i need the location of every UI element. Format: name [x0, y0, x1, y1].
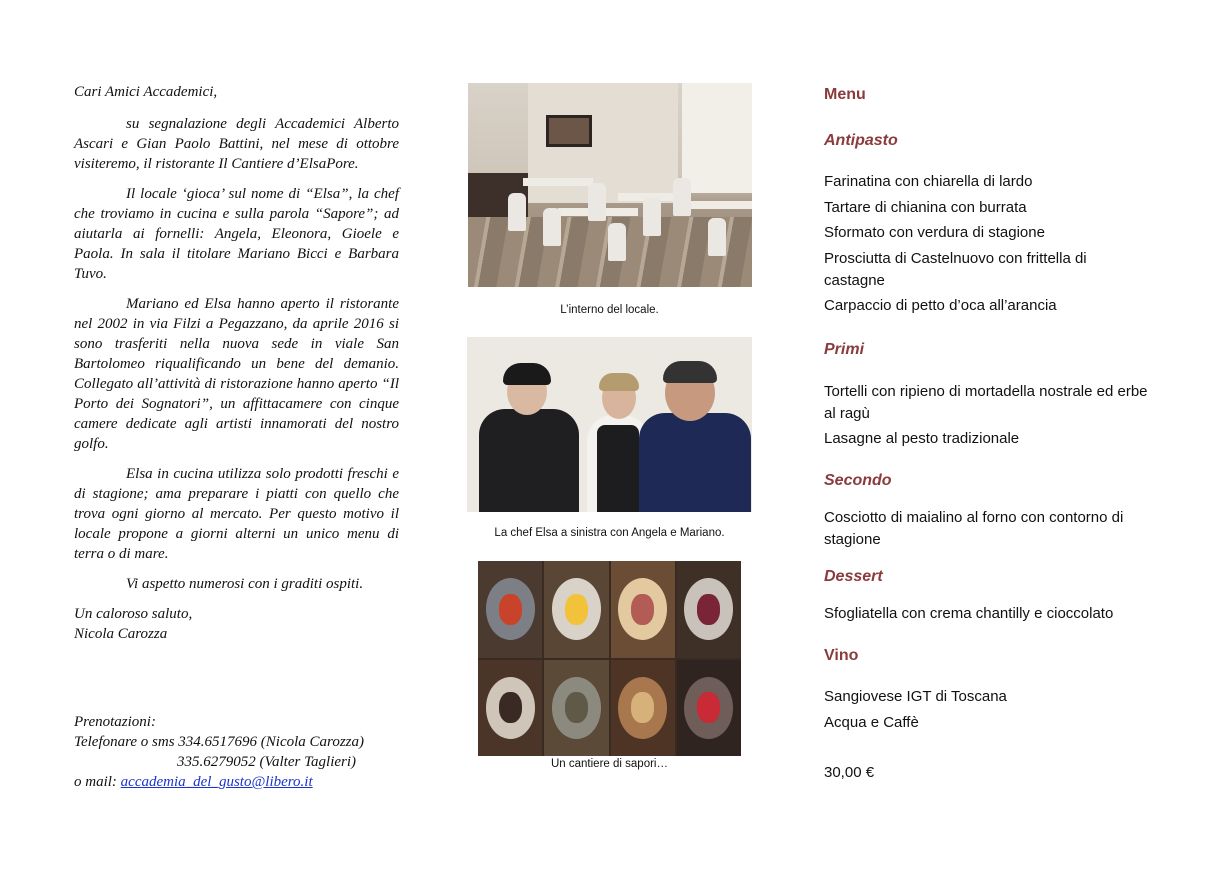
menu-title: Menu [824, 86, 866, 103]
letter-paragraph: su segnalazione degli Accademici Alberto Ascari e Gian Paolo Battini, nel mese di ottobre visiteremo, il ristorante Il Cantiere d’ElsaPore. [74, 116, 399, 172]
menu-price: 30,00 € [824, 764, 875, 781]
letter-signature: Nicola Carozza [74, 626, 168, 642]
dish-photo [677, 561, 741, 658]
section-primi: Primi [824, 341, 865, 358]
letter-signoff: Un caloroso saluto, [74, 606, 193, 622]
mail-prefix: o mail: [74, 774, 121, 790]
menu-item: Lasagne al pesto tradizionale [824, 430, 1020, 447]
section-dessert: Dessert [824, 568, 883, 585]
people-caption: La chef Elsa a sinistra con Angela e Mariano. [494, 527, 725, 539]
menu-item: Farinatina con chiarella di lardo [824, 173, 1033, 190]
bookings-block [74, 712, 404, 792]
interior-caption: L’interno del locale. [560, 304, 659, 316]
food-collage [478, 561, 741, 756]
dish-photo [611, 660, 675, 757]
dish-photo [544, 561, 608, 658]
people-photo [467, 337, 752, 512]
menu-item: Tartare di chianina con burrata [824, 199, 1027, 216]
letter-paragraph: Vi aspetto numerosi con i graditi ospiti. [126, 576, 364, 592]
section-secondo: Secondo [824, 472, 892, 489]
letter-paragraph: Elsa in cucina utilizza solo prodotti freschi e di stagione; ama preparare i piatti con quello che trova ogni giorno al mercato. Per questo motivo il locale propone a giorni alterni un unico menu di terra o di mare. [74, 466, 399, 562]
dish-photo [478, 561, 542, 658]
menu-item: Acqua e Caffè [824, 714, 919, 731]
letter-paragraph: Mariano ed Elsa hanno aperto il ristorante nel 2002 in via Filzi a Pegazzano, da aprile 2016 si sono trasferiti nella nuova sede in viale San Bartolomeo riqualificando un bene del demanio. Collegato all’attività di ristorazione hanno aperto “Il Porto dei Sognatori”, un affittacamere con cinque camere dedicate agli artisti innamorati del nostro golfo. [74, 296, 399, 452]
menu-item: Tortelli con ripieno di mortadella nostrale ed erbe al ragù [824, 383, 1148, 422]
dish-photo [611, 561, 675, 658]
bookings-phone-1: Telefonare o sms 334.6517696 (Nicola Carozza) [74, 734, 365, 750]
food-caption: Un cantiere di sapori… [551, 758, 668, 770]
bookings-mail-line [74, 772, 404, 792]
menu-item: Cosciotto di maialino al forno con contorno di stagione [824, 509, 1124, 548]
section-antipasto: Antipasto [824, 132, 898, 149]
email-link[interactable]: accademia_del_gusto@libero.it [120, 774, 313, 790]
letter-paragraph: Il locale ‘gioca’ sul nome di “Elsa”, la chef che troviamo in cucina e sulla parola “Sapore”; ad aiutarla ai fornelli: Angela, Eleonora, Gioele e Paola. In sala il titolare Mariano Bicci e Barbara Tuvo. [74, 186, 399, 282]
invitation-letter [74, 82, 399, 790]
dish-photo [544, 660, 608, 757]
menu-item: Sangiovese IGT di Toscana [824, 688, 1007, 705]
wall-picture [546, 115, 592, 147]
menu-item: Prosciutta di Castelnuovo con frittella di castagne [824, 250, 1087, 289]
dish-photo [677, 660, 741, 757]
dish-photo [478, 660, 542, 757]
bookings-heading: Prenotazioni: [74, 714, 156, 730]
interior-photo [468, 83, 752, 287]
menu-item: Carpaccio di petto d’oca all’arancia [824, 297, 1057, 314]
menu-item: Sfogliatella con crema chantilly e cioccolato [824, 605, 1114, 622]
section-vino: Vino [824, 647, 859, 664]
letter-greeting: Cari Amici Accademici, [74, 84, 218, 100]
menu-item: Sformato con verdura di stagione [824, 224, 1045, 241]
bookings-phone-2: 335.6279052 (Valter Taglieri) [177, 754, 357, 770]
